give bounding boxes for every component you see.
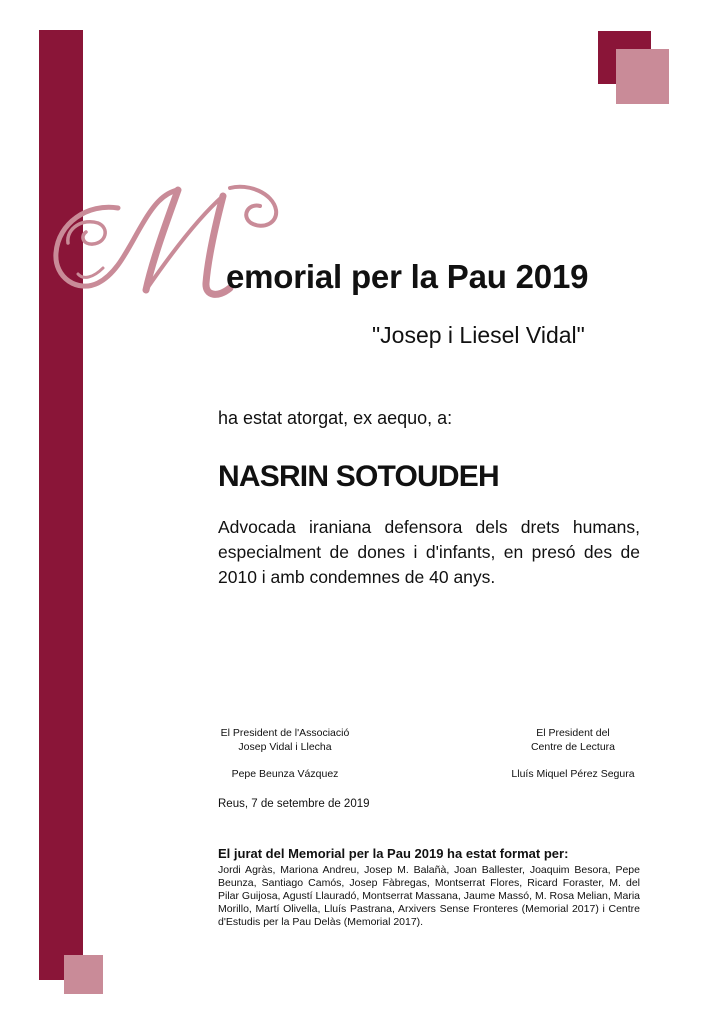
- page-title: [226, 258, 588, 296]
- signature-name: Pepe Beunza Vázquez: [231, 768, 339, 780]
- title-rest: emorial per la Pau 2019: [226, 258, 589, 295]
- signature-role-line2: Josep Vidal i Llecha: [238, 741, 332, 753]
- subtitle: "Josep i Liesel Vidal": [372, 322, 585, 348]
- awardee-description: Advocada iraniana defensora dels drets humans, especialment de dones i d'infants, en presó des de 2010 i amb condemnes de 40 anys.: [218, 517, 640, 587]
- jury-heading: El jurat del Memorial per la Pau 2019 ha estat format per:: [218, 846, 569, 861]
- jury-members: Jordi Agràs, Mariona Andreu, Josep M. Balañà, Joan Ballester, Joaquim Besora, Pepe Beunza, Santiago Camós, Josep Fàbregas, Montserrat Flores, Ricard Foraster, M. del Pilar Guijosa, Agustí Llauradó, Montserrat Massana, Jaume Massó, M. Rosa Melian, Maria Morillo, Martí Olivella, Lluís Pastrana, Arxivers Sense Fronteres (Memorial 2017) i Centre d'Estudis per la Pau Delàs (Memorial 2017).: [218, 864, 640, 928]
- top-decorative-square-light: [616, 49, 669, 104]
- left-decorative-bar: [39, 30, 83, 980]
- signature-role-line2: Centre de Lectura: [530, 741, 616, 753]
- bottom-decorative-square: [64, 955, 103, 994]
- signature-association-president: [190, 726, 380, 781]
- signature-name: Lluís Miquel Pérez Segura: [511, 768, 635, 780]
- awardee-name: NASRIN SOTOUDEH: [218, 460, 499, 493]
- signature-role-line1: El President del: [536, 727, 610, 739]
- place-date: Reus, 7 de setembre de 2019: [218, 798, 370, 810]
- signature-centre-president: [478, 726, 668, 781]
- intro-text: ha estat atorgat, ex aequo, a:: [218, 408, 453, 428]
- signature-role-line1: El President de l'Associació: [220, 727, 350, 739]
